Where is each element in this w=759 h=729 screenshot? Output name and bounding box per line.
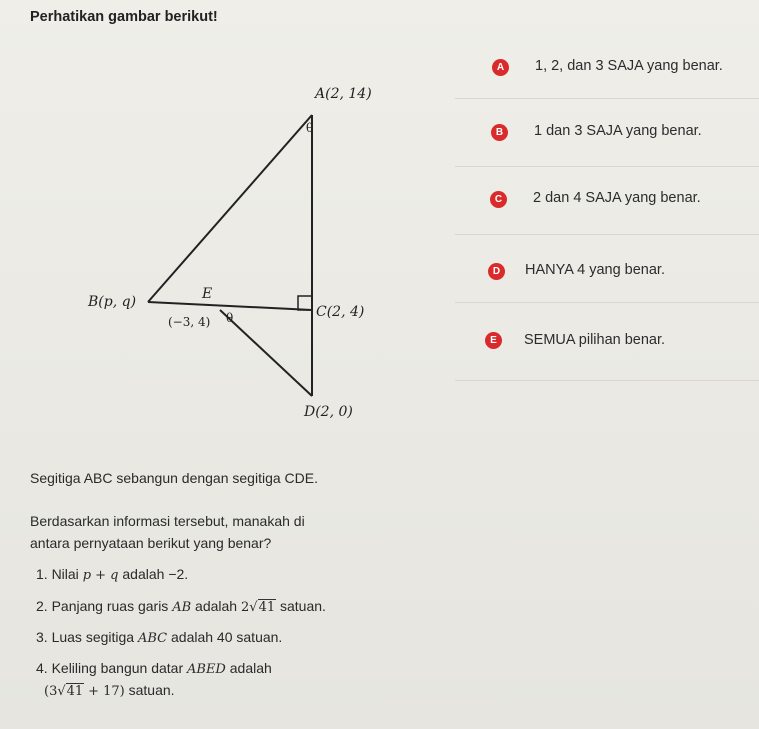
option-a-badge: A [492,59,509,76]
option-a[interactable] [455,30,759,98]
sqrt-symbol: √ [249,600,258,615]
triangle-figure [80,70,410,430]
question-header: Perhatikan gambar berikut! [30,9,218,25]
option-e-text: SEMUA pilihan benar. [524,332,666,348]
option-e[interactable] [455,302,759,371]
statement-3 [36,629,282,646]
statement-2-math: AB [172,600,192,615]
label-e-coord: (−3, 4) [168,315,211,329]
statement-4-expression [44,682,175,699]
statement-3-suffix: adalah 40 satuan. [171,629,283,645]
statement-1-suffix: adalah −2. [122,566,189,582]
option-d[interactable] [455,234,759,303]
option-c-badge: C [490,191,507,208]
statement-3-prefix: 3. Luas segitiga [36,629,135,645]
line-bc [148,302,312,310]
question-prompt [30,510,430,554]
statement-4-radicand: 41 [66,684,84,699]
statement-2-prefix: 2. Panjang ruas garis [36,598,169,614]
option-b-text: 1 dan 3 SAJA yang benar. [534,123,702,139]
statement-2-coef: 2 [240,600,250,615]
question-statement: Segitiga ABC sebangun dengan segitiga CDE. [30,470,318,486]
statement-1-math: p + q [82,568,119,583]
label-b: B(p, q) [88,294,137,310]
statement-4-math: ABED [187,662,226,677]
triangle-diagram [80,70,410,430]
option-c[interactable] [455,166,759,235]
statement-4-prefix: 4. Keliling bangun datar [36,660,184,676]
line-ed [220,310,312,396]
sqrt-symbol: √ [57,684,66,699]
statement-1-prefix: 1. Nilai [36,566,79,582]
option-b-badge: B [491,124,508,141]
prompt-line-1: Berdasarkan informasi tersebut, manakah di [30,513,305,529]
statement-1 [36,566,188,583]
answer-options [455,0,759,380]
statement-3-math: ABC [137,631,168,646]
right-angle-marker [298,296,312,310]
statement-2-mid: adalah [195,598,238,614]
angle-a-label: θ [306,121,314,135]
statement-4-expr-close: + 17) [88,684,125,699]
option-d-text: HANYA 4 yang benar. [525,262,665,278]
label-e: E [202,286,213,302]
option-d-badge: D [488,263,505,280]
label-a: A(2, 14) [315,86,372,102]
option-c-text: 2 dan 4 SAJA yang benar. [533,190,701,206]
statement-2-radicand: 41 [258,600,276,615]
options-divider [455,380,759,381]
statement-2 [36,598,326,615]
statement-4-unit: satuan. [128,682,175,698]
statement-4-expr-open: (3 [44,684,58,699]
statement-4-suffix: adalah [229,660,272,676]
option-a-text: 1, 2, dan 3 SAJA yang benar. [535,58,723,74]
option-b[interactable] [455,98,759,167]
prompt-line-2: antara pernyataan berikut yang benar? [30,535,272,551]
label-c: C(2, 4) [316,304,365,320]
label-d: D(2, 0) [304,404,353,420]
statement-2-suffix: satuan. [280,598,326,614]
angle-e-label: θ [226,311,234,325]
option-e-badge: E [485,332,502,349]
statement-4 [36,660,396,677]
line-ab [148,115,312,302]
